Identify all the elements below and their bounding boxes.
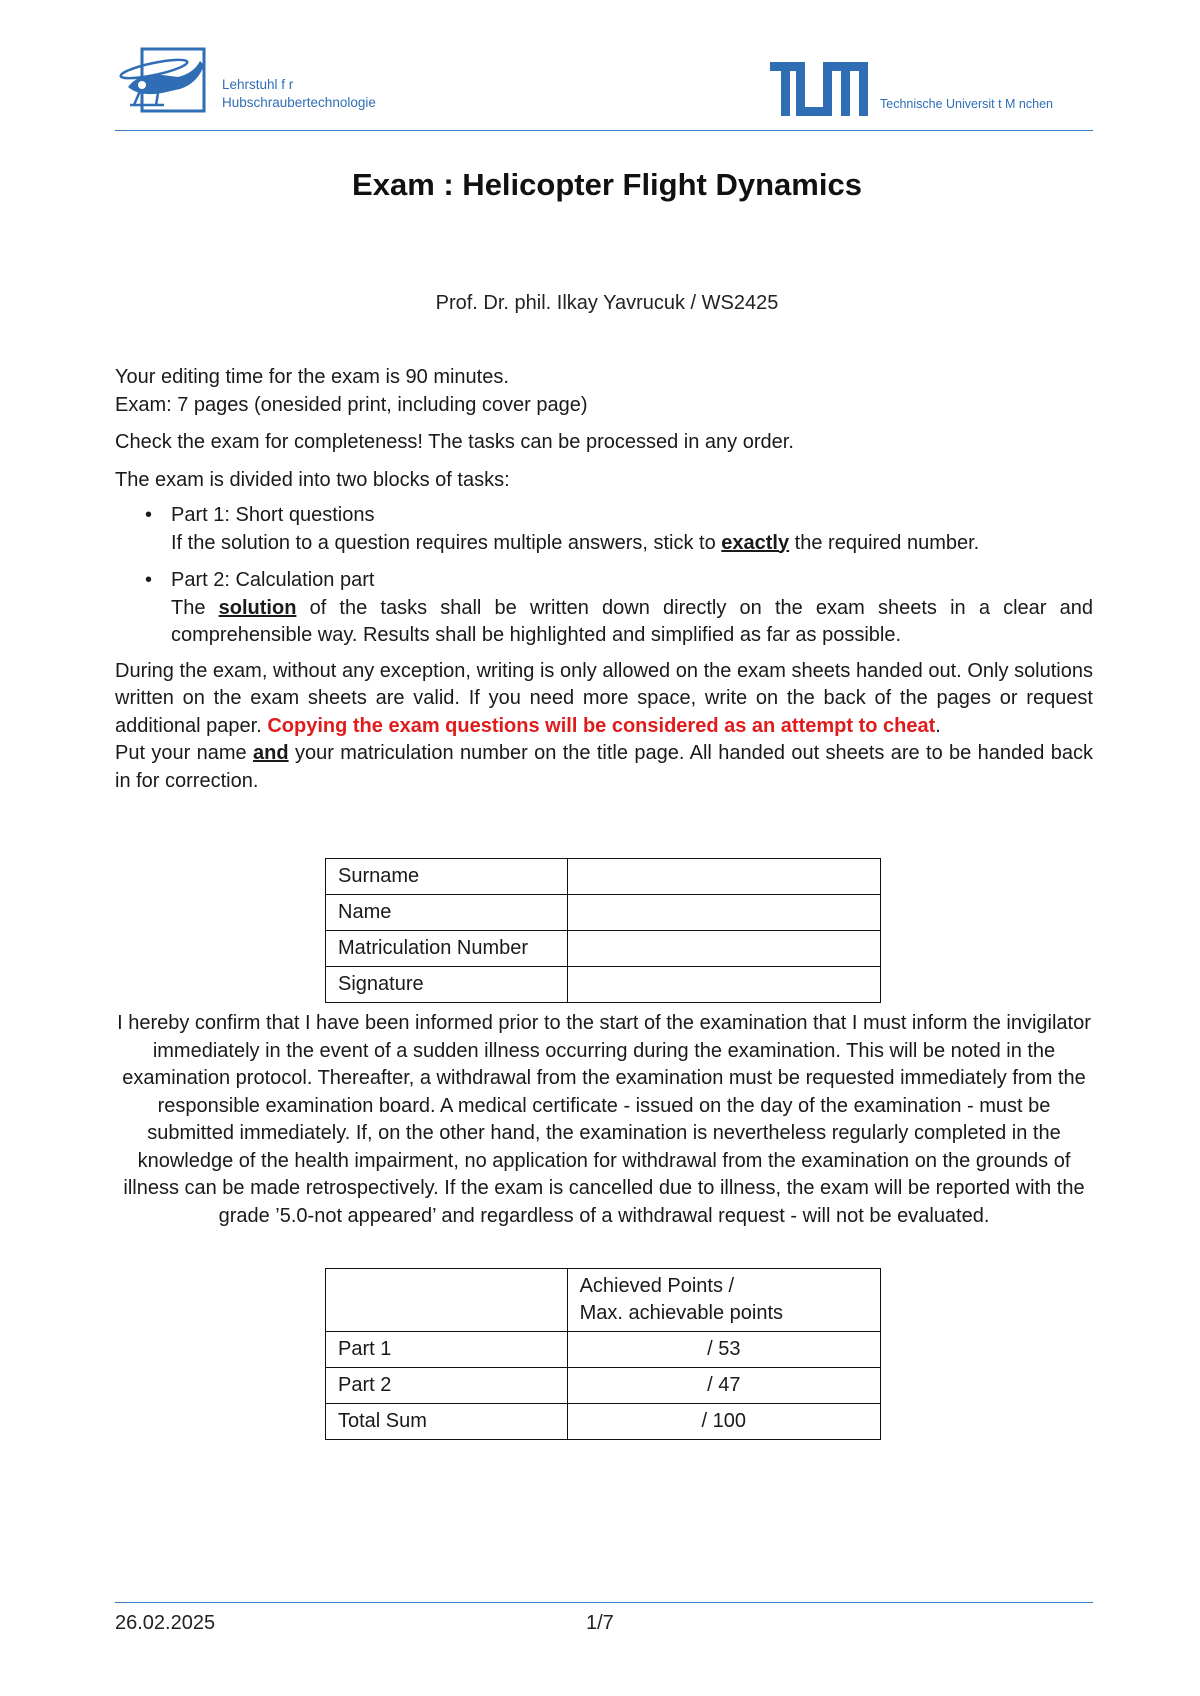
blocks-intro: The exam is divided into two blocks of tasks: [115, 468, 510, 491]
cheating-warning: Copying the exam questions will be considered as an attempt to cheat [267, 714, 936, 737]
warning-period: . [935, 714, 941, 737]
points-table [325, 1268, 881, 1440]
name-text-pre: Put your name [115, 742, 254, 764]
part1-text-post: the required number. [789, 531, 980, 554]
part1-description [171, 530, 1093, 558]
name-emphasis: and [253, 742, 289, 764]
total-points[interactable]: / 100 [567, 1404, 880, 1440]
check-info: Check the exam for completeness! The tasks can be processed in any order. [115, 431, 794, 453]
name-instruction [115, 740, 1093, 795]
instructions [115, 364, 1093, 795]
table-row [326, 859, 881, 895]
points-header-line2: Max. achievable points [579, 1302, 784, 1324]
part2-label: Part 2 [326, 1368, 568, 1404]
signature-field[interactable] [568, 967, 881, 1003]
part2-text-post: of the tasks shall be written down directly on the exam sheets in a clear and comprehensible way. Results shall be highlighted and simplified as far as possible. [171, 596, 1093, 646]
during-exam-rules [115, 658, 1093, 741]
illness-declaration: I hereby confirm that I have been informed prior to the start of the examination that I must inform the invigilator immediately in the event of a sudden illness occurring during the examination. This will be noted in the examination protocol. Thereafter, a withdrawal from the examination must be requested immediately from the responsible examination board. A medical certificate - issued on the day of the examination - must be submitted immediately. If, on the other hand, the examination is nevertheless regularly completed in the knowledge of the health impairment, no application for withdrawal from the examination on the grounds of illness can be made retrospectively. If the exam is cancelled due to illness, the exam will be reported with the grade ’5.0-not appeared’ and regardless of a withdrawal request - will not be evaluated. [117, 1012, 1091, 1227]
points-header [567, 1269, 880, 1332]
student-info-table [325, 858, 881, 1003]
part1-title: • Part 1: Short questions [171, 504, 375, 526]
surname-label: Surname [326, 859, 568, 895]
university-name: Technische Universit t M nchen [880, 97, 1053, 111]
during-text: During the exam, without any exception, writing is only allowed on the exam sheets handed out. Only solutions written on the exam sheets are valid. If you need more space, write on the back of the pages or request additional paper. [115, 659, 1093, 737]
part2-text-pre: The [171, 596, 219, 619]
part2-emphasis: solution [218, 596, 297, 619]
part1-emphasis: exactly [721, 531, 790, 554]
points-header-line1: Achieved Points / [579, 1275, 735, 1297]
points-header-empty [326, 1269, 568, 1332]
part2-title: • Part 2: Calculation part [171, 569, 375, 591]
table-header-row [326, 1269, 881, 1332]
chair-name [222, 76, 376, 112]
part1-label: Part 1 [326, 1332, 568, 1368]
matriculation-label: Matriculation Number [326, 931, 568, 967]
name-text-post: your matriculation number on the title page. All handed out sheets are to be handed back in for correction. [115, 742, 1094, 792]
name-label: Name [326, 895, 568, 931]
part1-text-pre: If the solution to a question requires multiple answers, stick to [171, 531, 722, 554]
exam-subtitle: Prof. Dr. phil. Ilkay Yavrucuk / WS2425 [435, 292, 779, 314]
part1-points[interactable]: / 53 [567, 1332, 880, 1368]
chair-line-2: Hubschraubertechnologie [222, 95, 376, 110]
surname-field[interactable] [568, 859, 881, 895]
table-row [326, 967, 881, 1003]
table-row [326, 1332, 881, 1368]
table-row [326, 1368, 881, 1404]
time-info: Your editing time for the exam is 90 minutes. [115, 366, 509, 388]
page-title: Exam : Helicopter Flight Dynamics [352, 167, 862, 202]
part2-points[interactable]: / 47 [567, 1368, 880, 1404]
tum-logo-icon [770, 62, 868, 116]
list-item-part1 [115, 502, 1093, 557]
part2-description [171, 595, 1093, 650]
pages-info: Exam: 7 pages (onesided print, including cover page) [115, 393, 588, 416]
table-row [326, 1404, 881, 1440]
total-label: Total Sum [326, 1404, 568, 1440]
table-row [326, 931, 881, 967]
page-number: 1/7 [586, 1612, 614, 1634]
name-field[interactable] [568, 895, 881, 931]
chair-line-1: Lehrstuhl f r [222, 77, 294, 92]
helicopter-logo-icon [118, 47, 208, 115]
signature-label: Signature [326, 967, 568, 1003]
table-row [326, 895, 881, 931]
header-divider [115, 130, 1093, 131]
footer-date: 26.02.2025 [115, 1612, 216, 1634]
task-blocks-list [115, 502, 1093, 650]
footer-divider [115, 1602, 1093, 1603]
matriculation-field[interactable] [568, 931, 881, 967]
list-item-part2 [115, 567, 1093, 650]
